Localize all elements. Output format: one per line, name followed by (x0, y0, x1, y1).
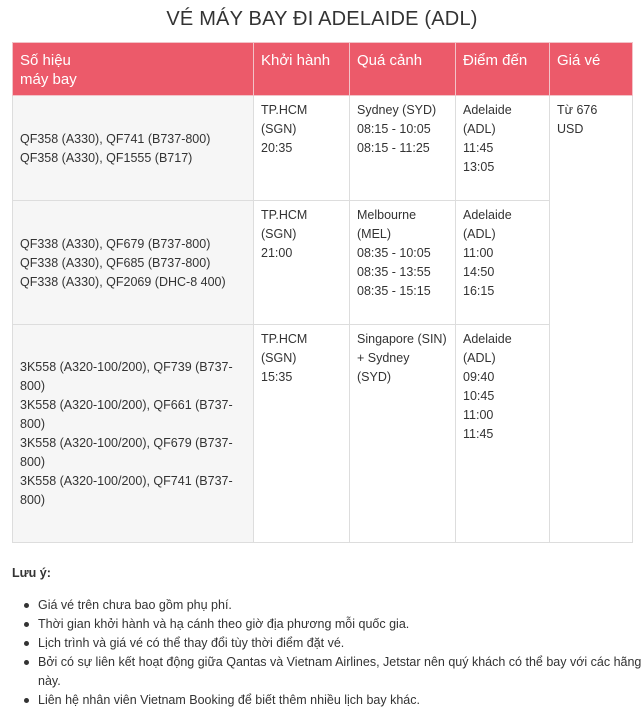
list-item: Giá vé trên chưa bao gồm phụ phí. (38, 596, 644, 615)
table-row (13, 201, 633, 325)
list-item: Thời gian khởi hành và hạ cánh theo giờ địa phương mỗi quốc gia. (38, 615, 644, 634)
destination-cell: Adelaide (ADL) 11:00 14:50 16:15 (456, 201, 550, 325)
list-item: Lịch trình và giá vé có thể thay đổi tùy thời điểm đặt vé. (38, 634, 644, 653)
destination-cell: Adelaide (ADL) 11:45 13:05 (456, 96, 550, 201)
flight-numbers-cell: QF338 (A330), QF679 (B737-800) QF338 (A330), QF685 (B737-800) QF338 (A330), QF2069 (DHC-8 400) (13, 201, 254, 325)
bullet-icon (24, 641, 29, 646)
header-price: Giá vé (550, 43, 633, 96)
table-row (13, 325, 633, 543)
list-item: Liên hệ nhân viên Vietnam Booking để biết thêm nhiều lịch bay khác. (38, 691, 644, 710)
header-flight-number: Số hiệu máy bay (13, 43, 254, 96)
destination-cell: Adelaide (ADL) 09:40 10:45 11:00 11:45 (456, 325, 550, 543)
flight-numbers-cell: 3K558 (A320-100/200), QF739 (B737-800) 3K558 (A320-100/200), QF661 (B737-800) 3K558 (A320-100/200), QF679 (B737-800) 3K558 (A320-100/200), QF741 (B737-800) (13, 325, 254, 543)
bullet-icon (24, 660, 29, 665)
header-departure: Khởi hành (254, 43, 350, 96)
header-transit: Quá cảnh (350, 43, 456, 96)
departure-cell: TP.HCM (SGN) 15:35 (254, 325, 350, 543)
table-row (13, 96, 633, 201)
transit-cell: Sydney (SYD) 08:15 - 10:05 08:15 - 11:25 (350, 96, 456, 201)
bullet-icon (24, 603, 29, 608)
header-destination: Điểm đến (456, 43, 550, 96)
transit-cell: Singapore (SIN) + Sydney (SYD) (350, 325, 456, 543)
page-title: VÉ MÁY BAY ĐI ADELAIDE (ADL) (166, 8, 478, 30)
table-header-row (13, 43, 633, 96)
bullet-icon (24, 698, 29, 703)
flight-schedule-table (12, 42, 633, 543)
bullet-icon (24, 622, 29, 627)
transit-cell: Melbourne (MEL) 08:35 - 10:05 08:35 - 13:55 08:35 - 15:15 (350, 201, 456, 325)
departure-cell: TP.HCM (SGN) 21:00 (254, 201, 350, 325)
list-item: Bởi có sự liên kết hoạt động giữa Qantas và Vietnam Airlines, Jetstar nên quý khách có thể bay với các hãng này. (38, 653, 644, 691)
notes-heading: Lưu ý: (12, 566, 51, 580)
notes-list (12, 596, 644, 710)
price-cell: Từ 676 USD (550, 96, 633, 543)
flight-numbers-cell: QF358 (A330), QF741 (B737-800) QF358 (A330), QF1555 (B717) (13, 96, 254, 201)
departure-cell: TP.HCM (SGN) 20:35 (254, 96, 350, 201)
